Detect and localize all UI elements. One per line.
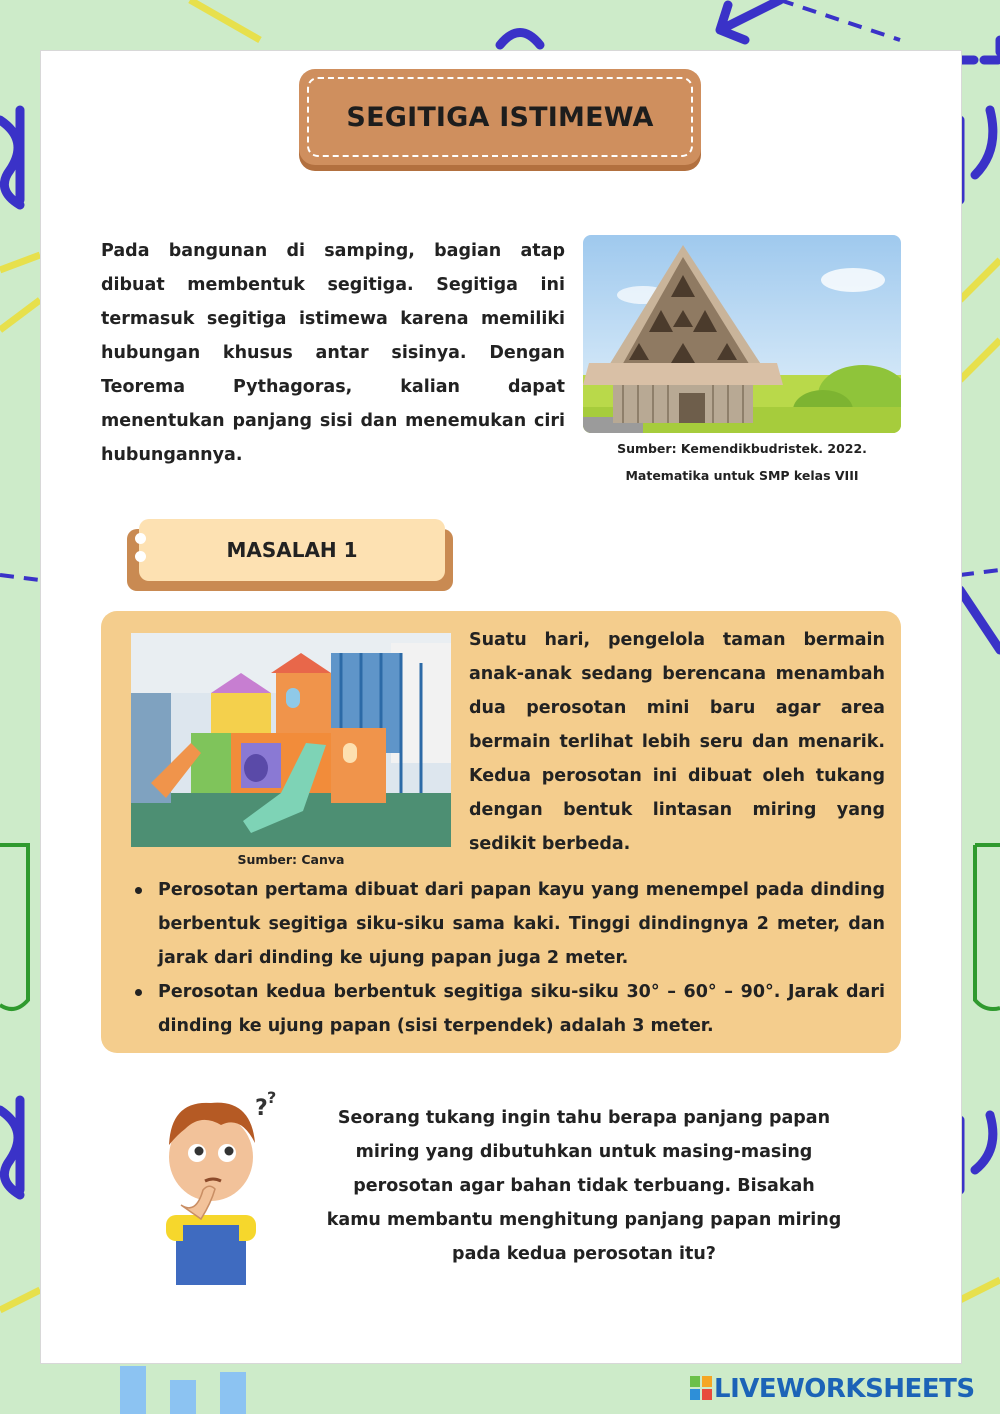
question-line: perosotan agar bahan tidak terbuang. Bisakah	[353, 1176, 815, 1196]
title-banner-inner	[307, 77, 693, 157]
label-dot-icon	[135, 533, 146, 544]
worksheet-page	[40, 50, 962, 1364]
problem-bullet-list	[131, 873, 885, 1043]
liveworksheets-brand: LIVEWORKSHEETS	[714, 1374, 975, 1404]
title-banner	[299, 69, 701, 165]
bullet-item-2: Perosotan kedua berbentuk segitiga siku-siku 30° – 60° – 90°. Jarak dari dinding ke ujung papan (sisi terpendek) adalah 3 meter.	[131, 975, 885, 1043]
question-line: miring yang dibutuhkan untuk masing-masing	[355, 1142, 813, 1162]
question-line: pada kedua perosotan itu?	[452, 1244, 716, 1264]
svg-text:?: ?	[255, 1096, 268, 1121]
house-caption-line-2: Matematika untuk SMP kelas VIII	[625, 468, 859, 483]
intro-paragraph: Pada bangunan di samping, bagian atap dibuat membentuk segitiga. Segitiga ini termasuk segitiga istimewa karena memiliki hubungan khusus antar sisinya. Dengan Teorema Pythagoras, kalian dapat menentukan panjang sisi dan menemukan ciri hubungannya.	[101, 241, 565, 465]
problem-paragraph: Suatu hari, pengelola taman bermain anak-anak sedang berencana menambah dua perosotan mini baru agar area bermain terlihat lebih seru dan menarik. Kedua perosotan ini dibuat oleh tukang dengan bentuk lintasan miring yang sedikit berbeda.	[469, 630, 885, 854]
house-image-caption	[573, 435, 911, 489]
label-dot-icon	[135, 551, 146, 562]
liveworksheets-logo-icon	[690, 1376, 714, 1402]
problem-label: MASALAH 1	[226, 538, 358, 562]
traditional-house-image	[583, 235, 901, 433]
question-paragraph	[303, 1101, 865, 1271]
question-line: Seorang tukang ingin tahu berapa panjang papan	[337, 1108, 831, 1128]
svg-text:?: ?	[267, 1088, 277, 1107]
problem-box	[101, 611, 901, 1053]
playground-image	[131, 633, 451, 847]
thinking-boy-illustration	[151, 1085, 281, 1285]
liveworksheets-logo[interactable]	[690, 1374, 975, 1404]
problem-label-inner	[139, 519, 445, 581]
playground-image-caption: Sumber: Canva	[237, 852, 345, 867]
question-line: kamu membantu menghitung panjang papan miring	[326, 1210, 842, 1230]
bullet-item-1: Perosotan pertama dibuat dari papan kayu yang menempel pada dinding berbentuk segitiga siku-siku sama kaki. Tinggi dindingnya 2 meter, dan jarak dari dinding ke ujung papan juga 2 meter.	[131, 873, 885, 975]
problem-label-box	[127, 529, 453, 591]
page-title: SEGITIGA ISTIMEWA	[346, 101, 654, 133]
house-caption-line-1: Sumber: Kemendikbudristek. 2022.	[617, 441, 867, 456]
